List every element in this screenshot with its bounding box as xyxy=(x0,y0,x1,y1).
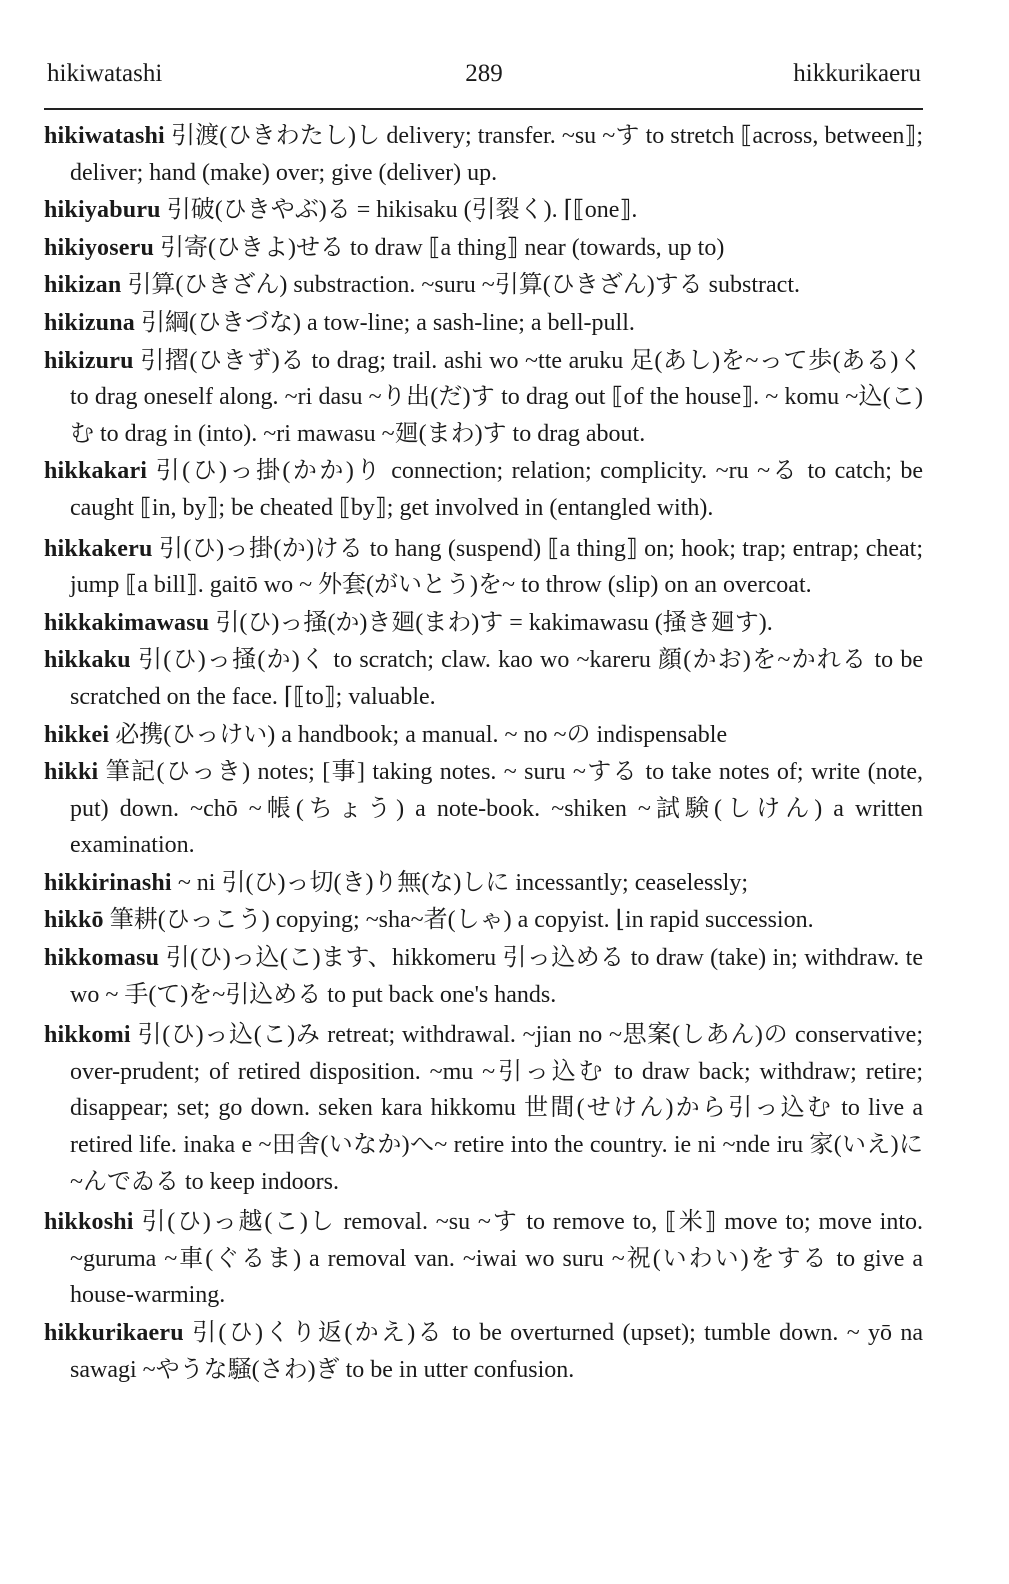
headword: hikki xyxy=(44,759,99,786)
entry-hikkomasu xyxy=(44,940,923,1013)
entry-hikkirinashi xyxy=(44,865,923,902)
entry-list xyxy=(44,118,923,1389)
headword: hikkaku xyxy=(44,647,131,674)
headword: hikiyaburu xyxy=(44,197,161,224)
headword: hikizan xyxy=(44,272,122,299)
definition: ~ ni 引(ひ)っ切(き)り無(な)しに incessantly; ceaselessly; xyxy=(171,869,749,896)
entry-hikiyaburu xyxy=(44,192,923,229)
page-number: 289 xyxy=(465,60,503,87)
page-header xyxy=(47,60,921,100)
definition: 筆記(ひっき) notes; [事] taking notes. ~ suru ~する to take notes of; write (note, put) down. ~chō ~帳(ちょう) a note-book. ~shiken ~試験(しけん) a written examination. xyxy=(70,759,923,859)
headword: hikkakimawasu xyxy=(44,609,210,636)
headword: hikiwatashi xyxy=(44,123,165,149)
entry-hikkakeru xyxy=(44,531,923,604)
entry-hikkei xyxy=(44,717,923,754)
definition: 筆耕(ひっこう) copying; ~sha~者(しゃ) a copyist. ⌊in rapid succession. xyxy=(103,907,814,934)
headword: hikizuna xyxy=(44,309,135,336)
definition: 引綱(ひきづな) a tow-line; a sash-line; a bell-pull. xyxy=(134,309,635,336)
entry-hikko xyxy=(44,902,923,939)
header-rule xyxy=(44,108,923,110)
definition: 引渡(ひきわたし)し delivery; transfer. ~su ~す to stretch ⟦across, between⟧; deliver; hand (make) over; give (deliver) up. xyxy=(70,123,923,186)
definition: 引算(ひきざん) substraction. ~suru ~引算(ひきざん)する substract. xyxy=(121,272,800,299)
definition: 引(ひ)っ込(こ)ます、hikkomeru 引っ込める to draw (take) in; withdraw. te wo ~ 手(て)を~引込める to put back one's hands. xyxy=(70,945,923,1008)
entry-hikizuna xyxy=(44,305,923,342)
definition: 引(ひ)っ掻(か)く to scratch; claw. kao wo ~kareru 顔(かお)を~かれる to be scratched on the face. ⌈⟦to⟧; valuable. xyxy=(70,647,923,710)
headword: hikkō xyxy=(44,907,104,934)
definition: 引(ひ)っ掻(か)き廻(まわ)す = kakimawasu (掻き廻す). xyxy=(209,609,773,636)
headword: hikkakeru xyxy=(44,535,153,562)
definition: 引破(ひきやぶ)る = hikisaku (引裂く). ⌈⟦one⟧. xyxy=(160,197,638,224)
entry-hikiyoseru xyxy=(44,230,923,267)
definition: 引(ひ)っ掛(かか)り connection; relation; complicity. ~ru ~る to catch; be caught ⟦in, by⟧; be cheated ⟦by⟧; get involved in (entangled with). xyxy=(70,458,923,521)
entry-hikkakari xyxy=(44,453,923,526)
headword: hikkirinashi xyxy=(44,869,172,896)
entry-hikki xyxy=(44,754,923,864)
definition: 必携(ひっけい) a handbook; a manual. ~ no ~の indispensable xyxy=(109,721,728,748)
entry-hikkaku xyxy=(44,642,923,715)
headword: hikkurikaeru xyxy=(44,1320,184,1346)
definition: 引摺(ひきず)る to drag; trail. ashi wo ~tte aruku 足(あし)を~って歩(ある)く to drag oneself along. ~ri dasu ~り出(だ)す to drag out ⟦of the house⟧. ~ komu ~込(こ)む to drag in (into). ~ri mawasu ~廻(まわ)す to drag about. xyxy=(70,347,923,447)
entry-hikkurikaeru xyxy=(44,1315,923,1388)
right-guide-word: hikkurikaeru xyxy=(793,60,921,87)
headword: hikkakari xyxy=(44,458,148,485)
definition: 引(ひ)っ越(こ)し removal. ~su ~す to remove to, ⟦米⟧ move to; move into. ~guruma ~車(ぐるま) a removal van. ~iwai wo suru ~祝(いわい)をする to give a house-warming. xyxy=(70,1209,923,1309)
definition: 引(ひ)くり返(かえ)る to be overturned (upset); tumble down. ~ yō na sawagi ~やうな騒(さわ)ぎ to be in utter confusion. xyxy=(70,1320,923,1383)
headword: hikizuru xyxy=(44,347,134,374)
entry-hikkoshi xyxy=(44,1204,923,1314)
headword: hikiyoseru xyxy=(44,234,155,261)
definition: 引(ひ)っ掛(か)ける to hang (suspend) ⟦a thing⟧ on; hook; trap; entrap; cheat; jump ⟦a bill⟧. gaitō wo ~ 外套(がいとう)を~ to throw (slip) on an overcoat. xyxy=(70,535,923,599)
definition: 引寄(ひきよ)せる to draw ⟦a thing⟧ near (towards, up to) xyxy=(154,234,725,261)
entry-hikiwatashi xyxy=(44,118,923,191)
headword: hikkoshi xyxy=(44,1209,134,1236)
entry-hikizan xyxy=(44,267,923,304)
headword: hikkomi xyxy=(44,1022,131,1049)
headword: hikkei xyxy=(44,721,110,748)
entry-hikkakimawasu xyxy=(44,605,923,642)
left-guide-word: hikiwatashi xyxy=(47,60,163,87)
definition: 引(ひ)っ込(こ)み retreat; withdrawal. ~jian no ~思案(しあん)の conservative; over-prudent; of retired disposition. ~mu ~引っ込む to draw back; withdraw; retire; disappear; set; go down. seken kara hikkomu 世間(せけん)から引っ込む to live a retired life. inaka e ~田舎(いなか)へ~ retire into the country. ie ni ~nde iru 家(いえ)に~んでゐる to keep indoors. xyxy=(70,1022,923,1195)
headword: hikkomasu xyxy=(44,945,160,972)
entry-hikizuru xyxy=(44,343,923,453)
entry-hikkomi xyxy=(44,1017,923,1200)
